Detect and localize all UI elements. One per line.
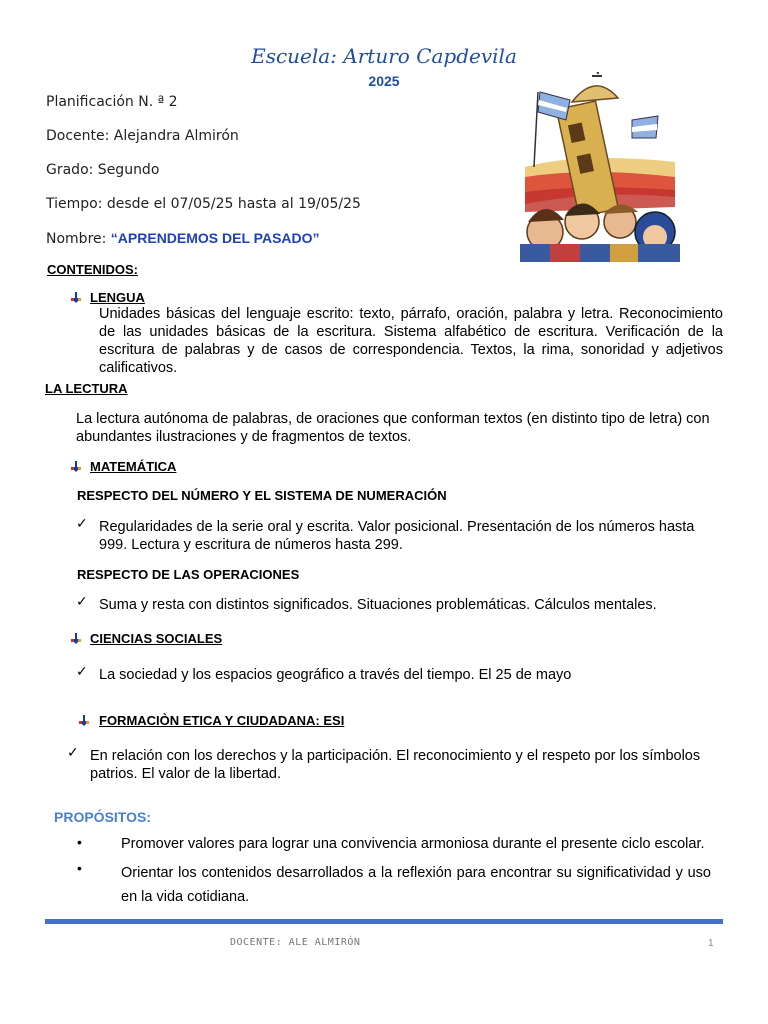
numeracion-subtitle: RESPECTO DEL NÚMERO Y EL SISTEMA DE NUMERACIÓN [77,488,447,503]
project-name-value: “APRENDEMOS DEL PASADO” [110,230,320,246]
lengua-title: LENGUA [90,290,145,305]
bullet-dot-icon: • [77,834,82,850]
checkmark-icon: ✓ [76,516,88,532]
formacion-item: En relación con los derechos y la participación. El reconocimiento y el respeto por los símbolos patrios. El valor de la libertad. [90,748,701,782]
purposes-title: PROPÓSITOS: [54,809,151,825]
purpose-item-1: Promover valores para lograr una convivencia armoniosa durante el presente ciclo escolar. [121,836,705,852]
purpose-item-2: Orientar los contenidos desarrollados a la reflexión para encontrar su significatividad y uso en la vida cotidiana. [121,865,711,905]
illustration-svg [520,72,680,262]
footer-divider [45,919,723,924]
bullet-dot-icon: • [77,860,82,876]
lectura-title: LA LECTURA [45,381,128,396]
plan-number: Planificación N. ª 2 [46,94,178,110]
colored-arrow-bullet-icon [70,632,82,644]
teacher-name: Docente: Alejandra Almirón [46,128,239,144]
matematica-title: MATEMÁTICA [90,459,177,474]
formacion-title: FORMACIÒN ETICA Y CIUDADANA: ESI [99,713,345,728]
numeracion-item: Regularidades de la serie oral y escrita. Valor posicional. Presentación de los números hasta 999. Lectura y escritura de números hasta 299. [99,519,695,553]
operaciones-item: Suma y resta con distintos significados. Situaciones problemáticas. Cálculos mentales. [99,597,657,613]
operaciones-subtitle: RESPECTO DE LAS OPERACIONES [77,567,300,582]
lectura-text: La lectura autónoma de palabras, de oraciones que conforman textos (en distinto tipo de letra) con abundantes ilustraciones y de fragmentos de textos. [76,411,710,445]
grade: Grado: Segundo [46,162,160,178]
colored-arrow-bullet-icon [70,460,82,472]
school-title: Escuela: Arturo Capdevila [251,44,517,68]
time-range: Tiempo: desde el 07/05/25 hasta al 19/05/25 [46,196,361,212]
lengua-text: Unidades básicas del lenguaje escrito: texto, párrafo, oración, palabra y letra. Reconocimiento de las unidades básicas de la escritura. Sistema alfabético de escritura. Verificación de la escritura de palabras y de casos de correspondencia. Textos, la rima, sonoridad y adjetivos calificativos. [99,306,723,376]
cabildo-illustration [520,72,680,262]
page-number: 1 [708,938,714,949]
contents-title: CONTENIDOS: [47,262,138,277]
checkmark-icon: ✓ [76,594,88,610]
checkmark-icon: ✓ [67,745,79,761]
colored-arrow-bullet-icon [78,714,90,726]
project-name [46,230,320,247]
checkmark-icon: ✓ [76,664,88,680]
sociales-item: La sociedad y los espacios geográfico a través del tiempo. El 25 de mayo [99,667,572,683]
footer-author: DOCENTE: ALE ALMIRÓN [230,937,361,948]
colored-arrow-bullet-icon [70,291,82,303]
project-name-label: Nombre: [46,231,111,247]
sociales-title: CIENCIAS SOCIALES [90,631,223,646]
school-year: 2025 [368,73,400,89]
